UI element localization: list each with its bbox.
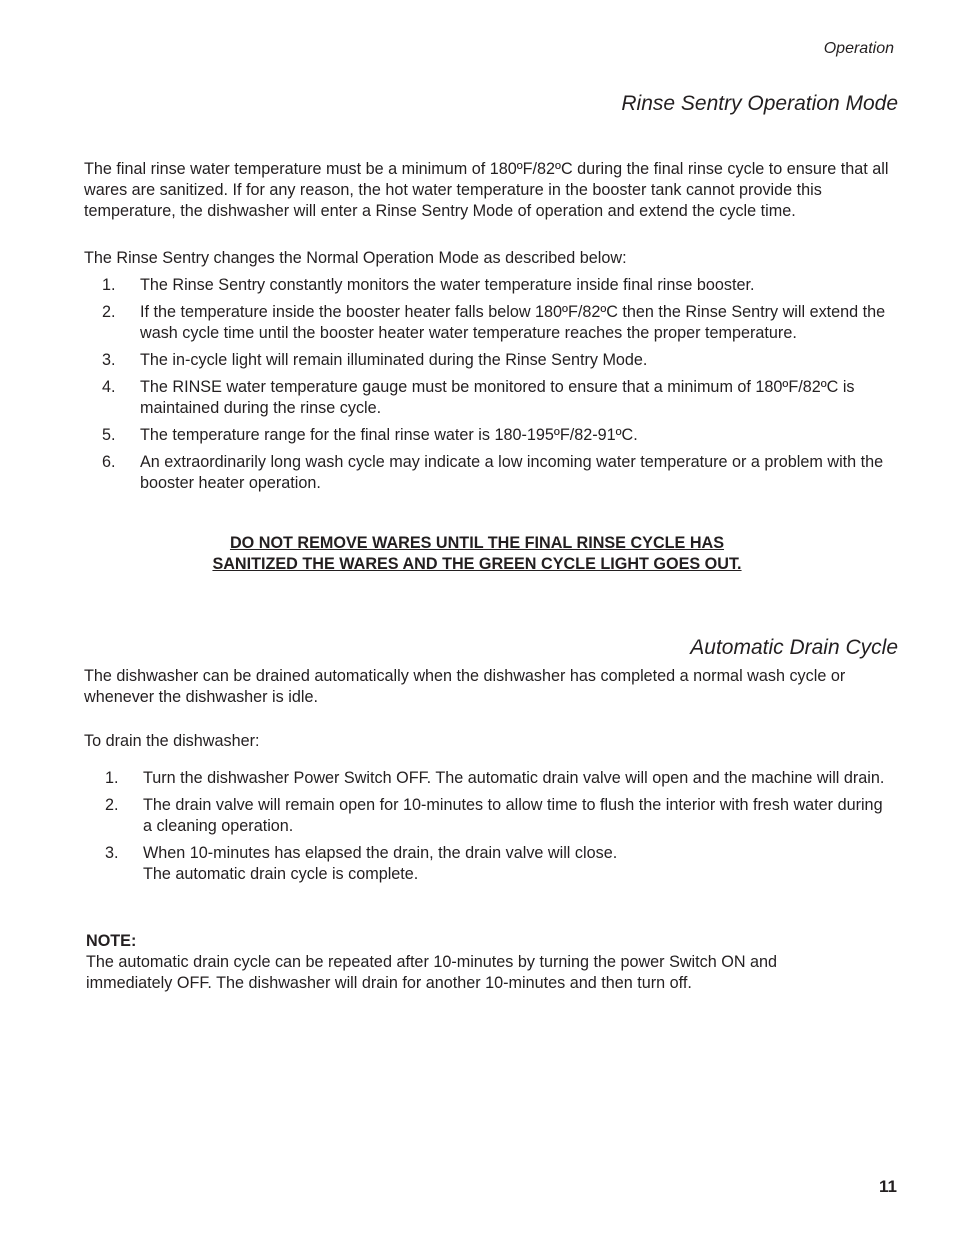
drain-list-intro: To drain the dishwasher:	[84, 732, 260, 750]
rinse-sentry-list-intro: The Rinse Sentry changes the Normal Operation Mode as described below:	[84, 249, 627, 267]
warning-line: DO NOT REMOVE WARES UNTIL THE FINAL RINSE CYCLE HAS	[229, 534, 725, 552]
note-text: The automatic drain cycle can be repeated after 10-minutes by turning the power Switch ON and immediately OFF. The dishwasher will drain for another 10-minutes and then turn off.	[86, 953, 778, 992]
list-item: 2. If the temperature inside the booster heater falls below 180ºF/82ºC then the Rinse Sentry will extend the wash cycle time until the booster heater water temperature reaches the proper temperature.	[102, 303, 886, 342]
warning-line: SANITIZED THE WARES AND THE GREEN CYCLE LIGHT GOES OUT.	[212, 555, 742, 573]
list-item: 6. An extraordinarily long wash cycle may indicate a low incoming water temperature or a problem with the booster heater operation.	[102, 453, 884, 492]
list-item: 5. The temperature range for the final rinse water is 180-195ºF/82-91ºC.	[102, 426, 638, 444]
list-item: 1. The Rinse Sentry constantly monitors the water temperature inside final rinse booster.	[102, 276, 755, 294]
list-item: 4. The RINSE water temperature gauge must be monitored to ensure that a minimum of 180ºF/82ºC is maintained during the rinse cycle.	[102, 378, 855, 417]
list-item: 2. The drain valve will remain open for 10-minutes to allow time to flush the interior with fresh water during a cleaning operation.	[105, 796, 883, 835]
page-number: 11	[879, 1177, 897, 1196]
section-title-drain: Automatic Drain Cycle	[690, 636, 898, 659]
section-title-rinse-sentry: Rinse Sentry Operation Mode	[621, 92, 898, 115]
list-item: 3. When 10-minutes has elapsed the drain, the drain valve will close. The automatic drain cycle is complete.	[105, 844, 618, 883]
note-label: NOTE:	[86, 932, 137, 950]
drain-list	[103, 768, 893, 891]
list-item: 1. Turn the dishwasher Power Switch OFF. The automatic drain valve will open and the machine will drain.	[105, 769, 885, 787]
rinse-sentry-list	[100, 275, 890, 500]
warning-notice	[84, 533, 870, 575]
drain-intro: The dishwasher can be drained automatically when the dishwasher has completed a normal wash cycle or whenever the dishwasher is idle.	[84, 667, 846, 706]
rinse-sentry-intro: The final rinse water temperature must be a minimum of 180ºF/82ºC during the final rinse cycle to ensure that all wares are sanitized. If for any reason, the hot water temperature in the booster tank cannot provide this temperature, the dishwasher will enter a Rinse Sentry Mode of operation and extend the cycle time.	[84, 160, 889, 220]
list-item: 3. The in-cycle light will remain illuminated during the Rinse Sentry Mode.	[102, 351, 648, 369]
running-head: Operation	[823, 40, 894, 57]
